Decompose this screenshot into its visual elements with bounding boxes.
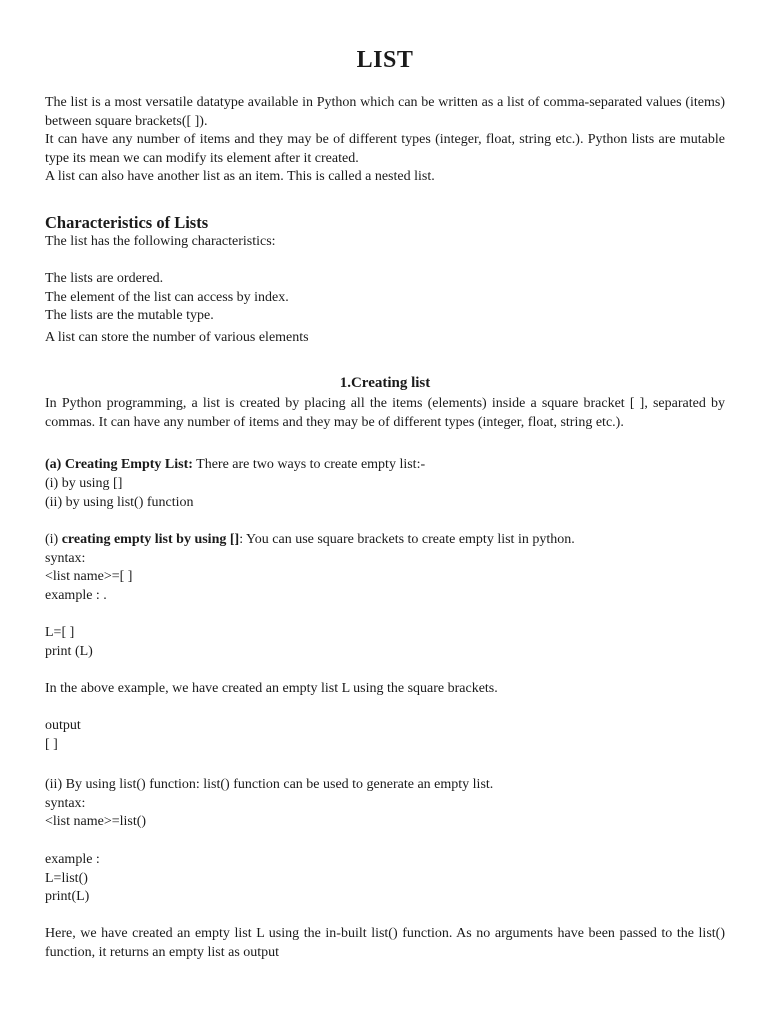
method2-syntax-label: syntax: (45, 796, 86, 811)
method2-description: (ii) By using list() function: list() function can be used to generate an empty list. (45, 777, 494, 792)
empty-list-way: (i) by using [] (45, 476, 123, 491)
characteristics-lead: The list has the following characteristics: (45, 234, 276, 249)
empty-list-intro (45, 456, 725, 475)
intro-paragraph-3: A list can also have another list as an item. This is called a nested list. (45, 169, 435, 184)
page-title: LIST (356, 47, 414, 73)
method1-prefix: (i) (45, 532, 62, 547)
intro-paragraph-1: The list is a most versatile datatype available in Python which can be written as a list of comma-separated values (items) between square brackets([ ]). (45, 95, 725, 129)
characteristic-item: The lists are the mutable type. (45, 308, 214, 323)
empty-list-label: (a) Creating Empty List: (45, 457, 193, 472)
characteristic-item: The lists are ordered. (45, 271, 164, 286)
creating-list-heading: 1.Creating list (339, 375, 431, 391)
method1-text: : You can use square brackets to create empty list in python. (239, 532, 575, 547)
characteristic-item: A list can store the number of various elements (45, 330, 309, 345)
method2-syntax: <list name>=list() (45, 814, 147, 829)
method1-explanation: In the above example, we have created an empty list L using the square brackets. (45, 681, 498, 696)
method2-code-line: print(L) (45, 889, 90, 904)
method1-syntax-label: syntax: (45, 551, 86, 566)
method2-code-line: L=list() (45, 871, 88, 886)
method1-output-label: output (45, 718, 81, 733)
method1-syntax: <list name>=[ ] (45, 569, 133, 584)
method1-output: [ ] (45, 737, 58, 752)
method1-code-line: print (L) (45, 644, 93, 659)
method1-label: creating empty list by using [] (61, 532, 240, 547)
intro-paragraph-2: It can have any number of items and they may be of different types (integer, float, string etc.). Python lists are mutable type its mean we can modify its element after it created. (45, 132, 725, 166)
characteristic-item: The element of the list can access by index. (45, 290, 289, 305)
method1-description (45, 531, 725, 550)
method1-example-label: example : . (45, 588, 107, 603)
empty-list-way: (ii) by using list() function (45, 495, 194, 510)
empty-list-text: There are two ways to create empty list:- (192, 457, 426, 472)
method2-example-label: example : (45, 852, 100, 867)
creating-list-intro: In Python programming, a list is created by placing all the items (elements) inside a square bracket [ ], separated by commas. It can have any number of items and they may be of different types (integer, float, string etc.). (45, 396, 725, 430)
method2-explanation: Here, we have created an empty list L using the in-built list() function. As no arguments have been passed to the list() function, it returns an empty list as output (45, 926, 725, 960)
characteristics-heading: Characteristics of Lists (45, 213, 209, 232)
method1-code-line: L=[ ] (45, 625, 75, 640)
